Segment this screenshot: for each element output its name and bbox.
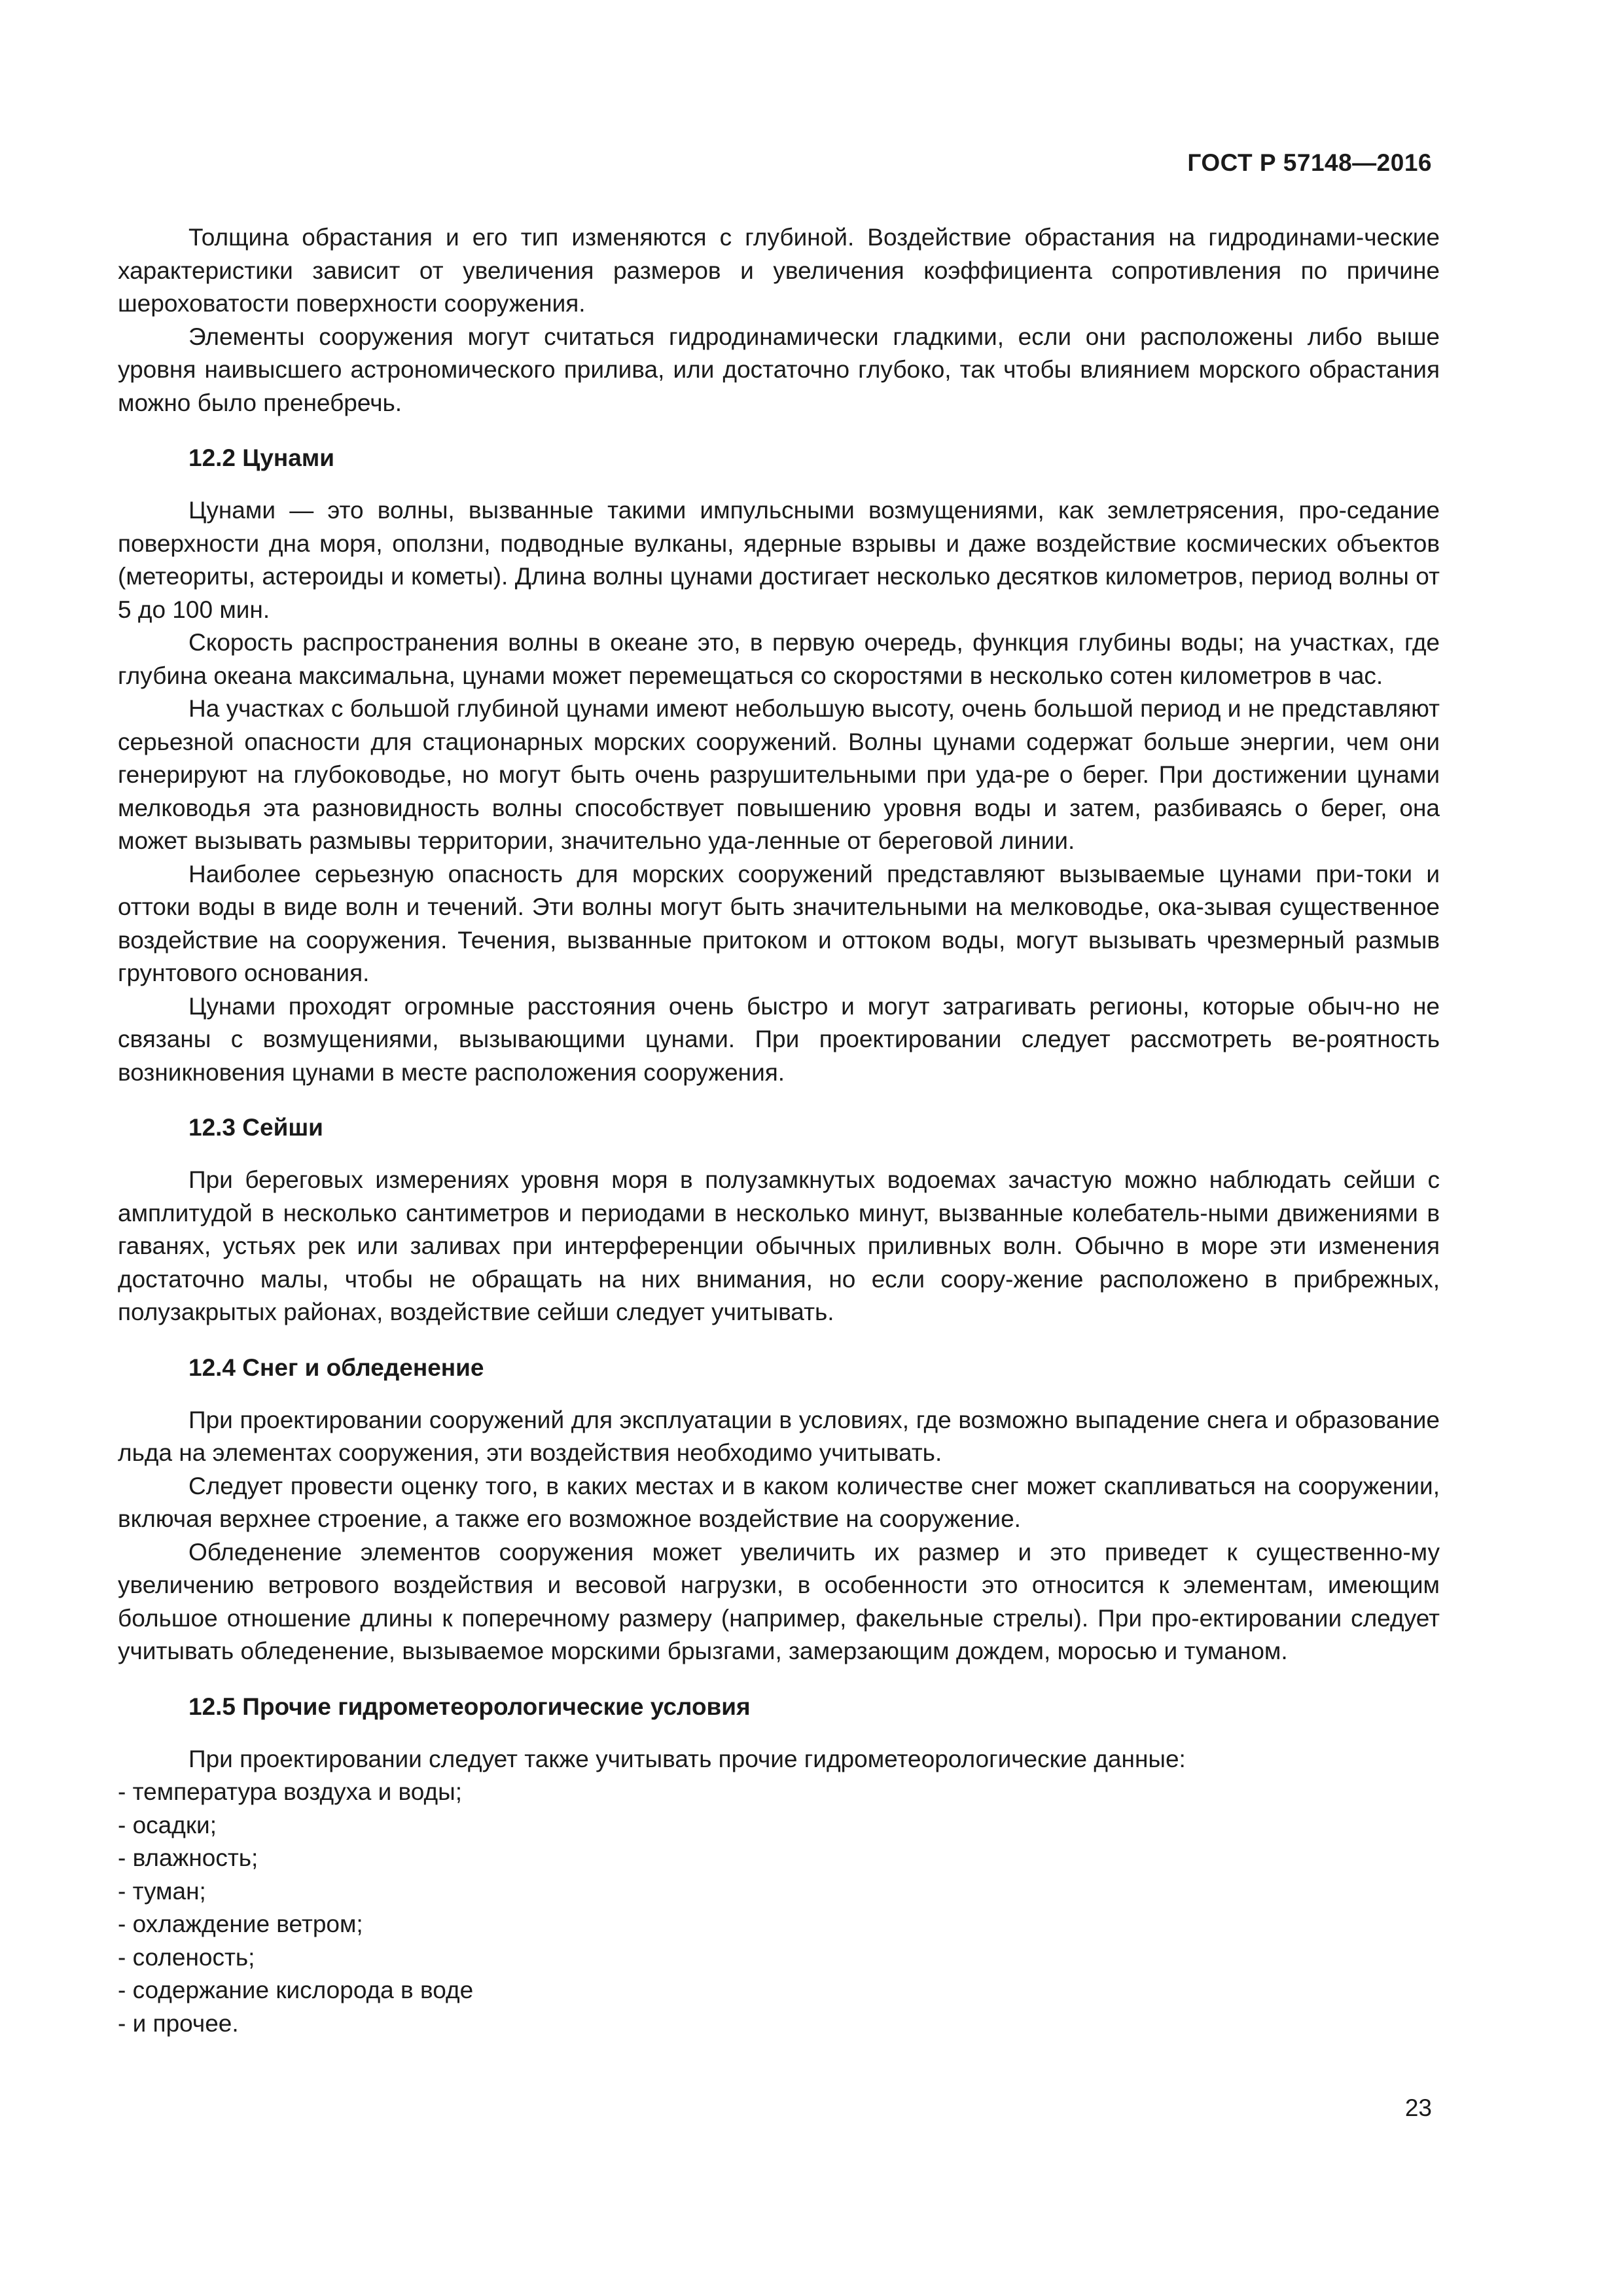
list-item: - осадки; xyxy=(118,1811,217,1839)
paragraph: Наиболее серьезную опасность для морских сооружений представляют вызываемые цунами при-токи и оттоки воды в виде волн и течений. Эти волны могут быть значительными на мелководье, ока-зывая существенное воздействие на сооружения. Течения, вызванные притоком и оттоком воды, могут вызывать чрезмерный размыв грунтового основания. xyxy=(118,860,1440,986)
page-body xyxy=(118,221,1440,2040)
paragraph: Следует провести оценку того, в каких местах и в каком количестве снег может скапливаться на сооружении, включая верхнее строение, а также его возможное воздействие на сооружение. xyxy=(118,1472,1440,1532)
paragraph: Цунами — это волны, вызванные такими импульсными возмущениями, как землетрясения, про-седание поверхности дна моря, оползни, подводные вулканы, ядерные взрывы и даже воздействие космических объектов (метеориты, астероиды и кометы). Длина волны цунами достигает несколько десятков километров, период волны от 5 до 100 мин. xyxy=(118,497,1440,623)
paragraph: Цунами проходят огромные расстояния очень быстро и могут затрагивать регионы, которые обыч-но не связаны с возмущениями, вызывающими цунами. При проектировании следует рассмотреть ве-роятность возникновения цунами в месте расположения сооружения. xyxy=(118,992,1440,1086)
paragraph: При береговых измерениях уровня моря в полузамкнутых водоемах зачастую можно наблюдать сейши с амплитудой в несколько сантиметров и периодами в несколько минут, вызванные колебатель-ными движениями в гаванях, устьях рек или заливах при интерференции обычных приливных волн. Обычно в море эти изменения достаточно малы, чтобы не обращать на них внимания, но если соору-жение расположено в прибрежных, полузакрытых районах, воздействие сейши следует учитывать. xyxy=(118,1166,1440,1325)
list-item: - соленость; xyxy=(118,1943,255,1971)
list-item: - охлаждение ветром; xyxy=(118,1910,363,1937)
list-item: - влажность; xyxy=(118,1844,259,1871)
section-heading: 12.5 Прочие гидрометеорологические условия xyxy=(188,1693,751,1720)
paragraph: При проектировании сооружений для эксплуатации в условиях, где возможно выпадение снега и образование льда на элементах сооружения, эти воздействия необходимо учитывать. xyxy=(118,1406,1440,1466)
paragraph: Элементы сооружения могут считаться гидродинамически гладкими, если они расположены либо выше уровня наивысшего астрономического прилива, или достаточно глубоко, так чтобы влиянием морского обрастания можно было пренебречь. xyxy=(118,323,1440,416)
conditions-list xyxy=(118,1776,1440,2040)
list-item: - и прочее. xyxy=(118,2009,239,2037)
list-item: - содержание кислорода в воде xyxy=(118,1977,474,2003)
paragraph: Толщина обрастания и его тип изменяются с глубиной. Воздействие обрастания на гидродинами-ческие характеристики зависит от увеличения размеров и увеличения коэффициента сопротивления по причине шероховатости поверхности сооружения. xyxy=(118,224,1440,317)
paragraph: Обледенение элементов сооружения может увеличить их размер и это приведет к существенно-му увеличению ветрового воздействия и весовой нагрузки, в особенности это относится к элементам, имеющим большое отношение длины к поперечному размеру (например, факельные стрелы). При про-ектировании следует учитывать обледенение, вызываемое морскими брызгами, замерзающим дождем, моросью и туманом. xyxy=(118,1538,1440,1664)
section-heading: 12.2 Цунами xyxy=(188,444,334,471)
list-item: - туман; xyxy=(118,1877,206,1905)
document-code-header: ГОСТ Р 57148—2016 xyxy=(1187,149,1432,176)
section-heading: 12.4 Снег и обледенение xyxy=(188,1354,484,1381)
paragraph: На участках с большой глубиной цунами имеют небольшую высоту, очень большой период и не представляют серьезной опасности для стационарных морских сооружений. Волны цунами содержат больше энергии, чем они генерируют на глубоководье, но могут быть очень разрушительными при уда-ре о берег. При достижении цунами мелководья эта разновидность волны способствует повышению уровня воды и затем, разбиваясь о берег, она может вызывать размывы территории, значительно уда-ленные от береговой линии. xyxy=(118,695,1440,854)
paragraph: При проектировании следует также учитывать прочие гидрометеорологические данные: xyxy=(188,1745,1186,1772)
section-heading: 12.3 Сейши xyxy=(188,1114,323,1141)
list-item: - температура воздуха и воды; xyxy=(118,1778,462,1805)
page-number: 23 xyxy=(1404,2094,1432,2121)
paragraph: Скорость распространения волны в океане это, в первую очередь, функция глубины воды; на участках, где глубина океана максимальна, цунами может перемещаться со скоростями в несколько сотен километров в час. xyxy=(118,629,1440,689)
